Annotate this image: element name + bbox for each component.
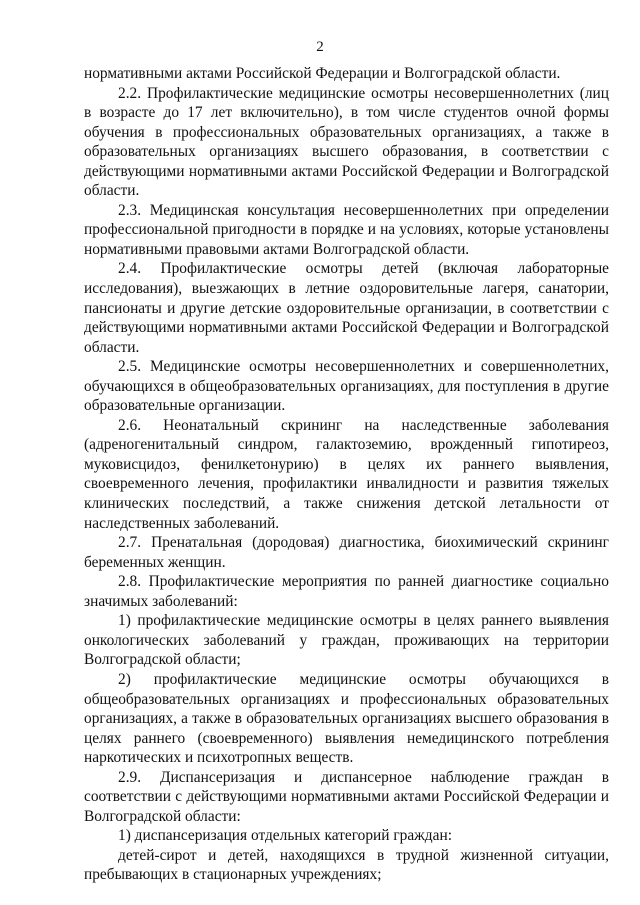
paragraph-2-8-1: 1) профилактические медицинские осмотры в целях раннего выявления онкологических заболеваний у граждан, проживающих на территории Волгоградской области; (84, 612, 609, 669)
page-number: 2 (316, 39, 324, 55)
paragraph-2-7: 2.7. Пренатальная (дородовая) диагностика, биохимический скрининг беременных женщин. (84, 534, 609, 571)
paragraph-2-8: 2.8. Профилактические мероприятия по ранней диагностике социально значимых заболеваний: (84, 573, 609, 610)
paragraph-2-9-1: 1) диспансеризация отдельных категорий граждан: (118, 827, 452, 845)
paragraph-2-8-2: 2) профилактические медицинские осмотры обучающихся в общеобразовательных организациях и профессиональных образовательных организациях, а также в образовательных организациях высшего образования в целях раннего (своевременного) выявления немедицинского потребления наркотических и психотропных веществ. (84, 670, 609, 767)
paragraph-continuation: нормативными актами Российской Федерации и Волгоградской области. (84, 65, 561, 82)
paragraph-2-9-1-a: детей-сирот и детей, находящихся в трудной жизненной ситуации, пребывающих в стационарных учреждениях; (84, 846, 609, 884)
paragraph-2-3: 2.3. Медицинская консультация несовершеннолетних при определении профессиональной пригодности в порядке и на условиях, которые установлены нормативными правовыми актами Волгоградской области. (84, 201, 609, 258)
document-body (84, 64, 609, 885)
paragraph-2-5: 2.5. Медицинские осмотры несовершеннолетних и совершеннолетних, обучающихся в общеобразовательных организациях, для поступления в другие образовательные организации. (84, 358, 609, 415)
paragraph-2-6: 2.6. Неонатальный скрининг на наследственные заболевания (адреногенитальный синдром, галактоземию, врожденный гипотиреоз, муковисцидоз, фенилкетонурию) в целях их раннего выявления, своевременного лечения, профилактики инвалидности и развития тяжелых клинических последствий, а также снижения детской летальности от наследственных заболеваний. (84, 416, 609, 532)
paragraph-2-2: 2.2. Профилактические медицинские осмотры несовершеннолетних (лиц в возрасте до 17 лет включительно), в том числе студентов очной формы обучения в профессиональных образовательных организациях, а также в образовательных организациях высшего образования, в соответствии с действующими нормативными актами Российской Федерации и Волгоградской области. (84, 84, 609, 200)
paragraph-2-4: 2.4. Профилактические осмотры детей (включая лабораторные исследования), выезжающих в летние оздоровительные лагеря, санатории, пансионаты и другие детские оздоровительные организации, в соответствии с действующими нормативными актами Российской Федерации и Волгоградской области. (84, 260, 609, 356)
paragraph-2-9: 2.9. Диспансеризация и диспансерное наблюдение граждан в соответствии с действующими нормативными актами Российской Федерации и Волгоградской области: (84, 768, 609, 825)
